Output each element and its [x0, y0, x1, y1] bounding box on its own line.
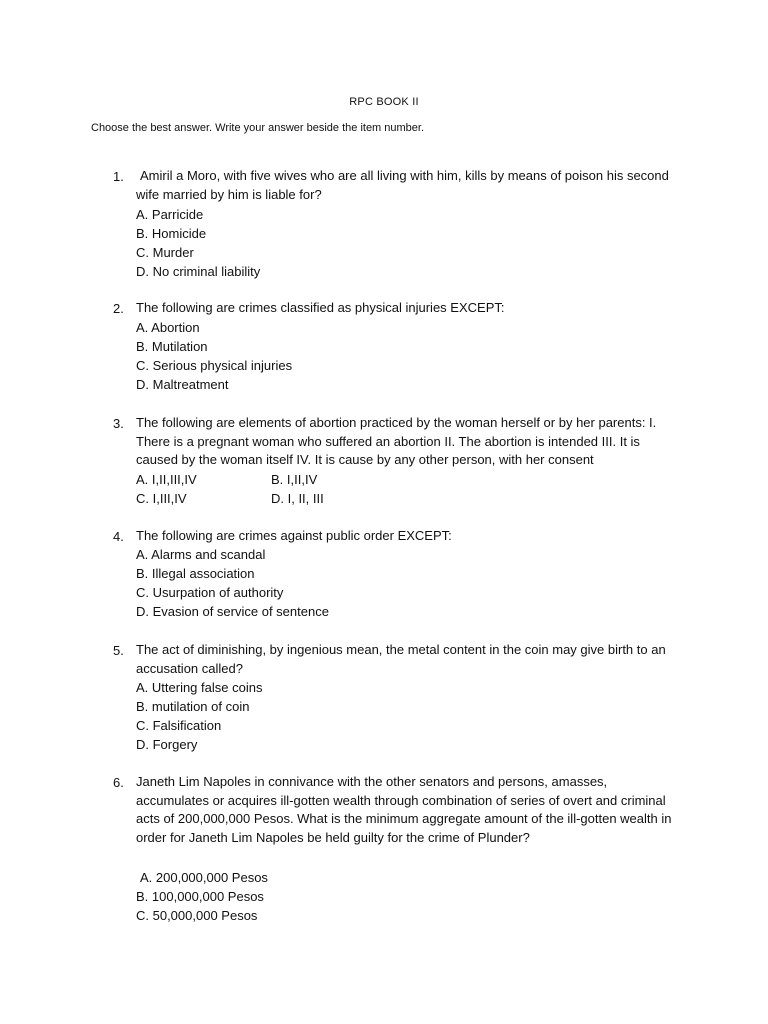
choice-b: B. Homicide [136, 226, 207, 241]
choice-b: B. 100,000,000 Pesos [136, 889, 264, 904]
choice-a: A. Uttering false coins [136, 680, 263, 695]
choice-a: A. Alarms and scandal [136, 547, 266, 562]
choice-b: B. mutilation of coin [136, 699, 250, 714]
choice-list [136, 205, 260, 281]
question-number: 1. [113, 169, 124, 184]
question-stem: The following are crimes against public order EXCEPT: [136, 528, 452, 543]
choice-c: C. Falsification [136, 718, 222, 733]
question-number: 6. [113, 775, 124, 790]
choice-b: B. Mutilation [136, 339, 208, 354]
choice-a: A. I,II,III,IV [136, 472, 197, 487]
question-stem: Amiril a Moro, with five wives who are all living with him, kills by means of poison his second wife married by him is liable for? [136, 168, 669, 202]
question-number: 5. [113, 643, 124, 658]
choice-c: C. Murder [136, 245, 194, 260]
choice-d: D. Forgery [136, 737, 198, 752]
question-stem: The act of diminishing, by ingenious mean, the metal content in the coin may give birth to an accusation called? [136, 642, 666, 676]
question-stem: Janeth Lim Napoles in connivance with the other senators and persons, amasses, accumulates or acquires ill-gotten wealth through combination of series of overt and criminal acts of 200,000,000 Pesos. What is the minimum aggregate amount of the ill-gotten wealth in order for Janeth Lim Napoles be held guilty for the crime of Plunder? [136, 774, 672, 845]
document-title: RPC BOOK II [349, 96, 419, 108]
choice-list [136, 868, 268, 925]
choice-b: B. Illegal association [136, 566, 255, 581]
question-number: 4. [113, 529, 124, 544]
choice-a: A. 200,000,000 Pesos [140, 870, 268, 885]
choice-c: C. Usurpation of authority [136, 585, 284, 600]
instructions-text: Choose the best answer. Write your answer beside the item number. [91, 122, 425, 134]
question-stem: The following are crimes classified as physical injuries EXCEPT: [136, 300, 505, 315]
choice-a: A. Parricide [136, 207, 204, 222]
choice-d: D. No criminal liability [136, 264, 261, 279]
choice-list [136, 318, 292, 394]
choice-a: A. Abortion [136, 320, 200, 335]
choice-c: C. 50,000,000 Pesos [136, 908, 258, 923]
choice-b: B. I,II,IV [271, 472, 318, 487]
question-number: 3. [113, 416, 124, 431]
question-stem: The following are elements of abortion practiced by the woman herself or by her parents: I. There is a pregnant woman who suffered an abortion II. The abortion is intended III. It is caused by the woman itself IV. It is cause by any other person, with her consent [136, 415, 657, 467]
choice-d: D. I, II, III [271, 491, 324, 506]
choice-c: C. Serious physical injuries [136, 358, 293, 373]
choice-list [136, 678, 262, 754]
choice-list [136, 545, 329, 621]
question-number: 2. [113, 301, 124, 316]
choice-d: D. Maltreatment [136, 377, 229, 392]
choice-d: D. Evasion of service of sentence [136, 604, 329, 619]
choice-c: C. I,III,IV [136, 491, 187, 506]
